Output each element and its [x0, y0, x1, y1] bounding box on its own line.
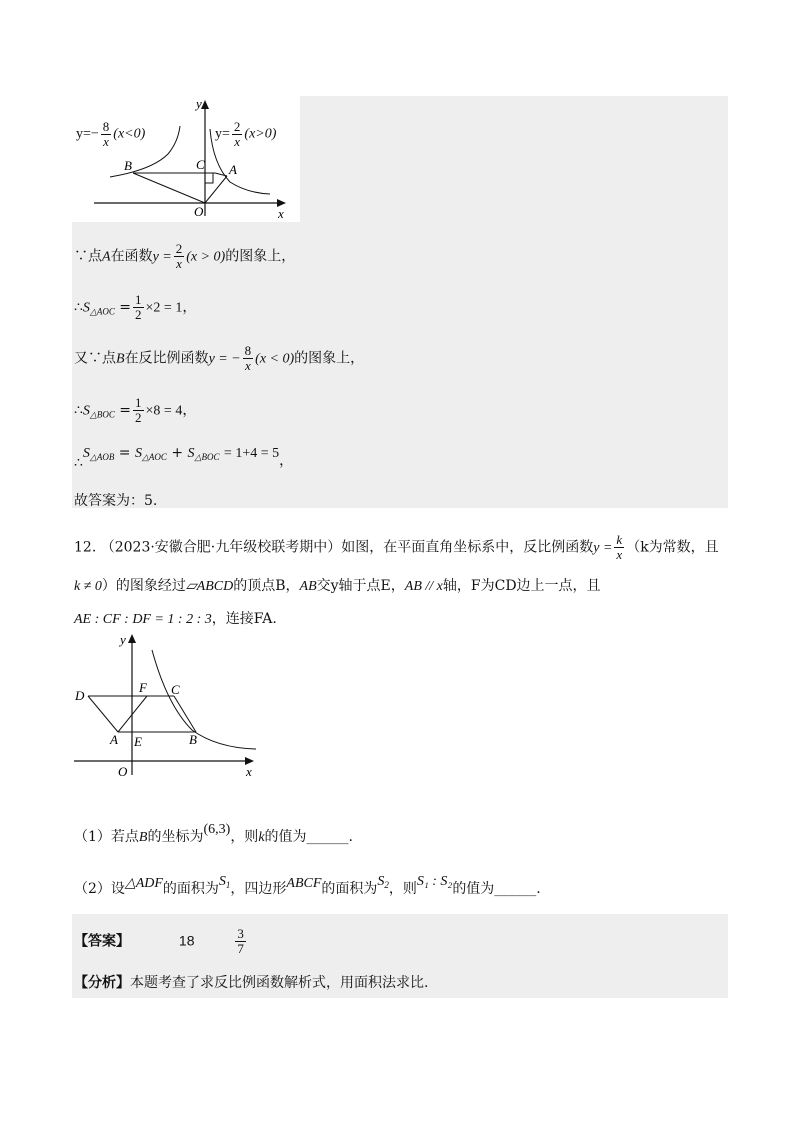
graph1-left-equation: y=− $\frac{8}{x}$ (x<0) — [76, 119, 146, 149]
label-A: A — [110, 732, 118, 747]
label-B: B — [189, 732, 197, 747]
y-axis-arrow — [128, 634, 136, 643]
analysis-line: 【分析】本题考查了求反比例函数解析式，用面积法求比. — [74, 975, 429, 991]
problem-12-line-1: 12. （2023·安徽合肥·九年级校联考期中）如图，在平面直角坐标系中，反比例函数y = $\frac{k}{x}$ （k为常数，且 — [74, 532, 719, 562]
label-B: B — [124, 158, 132, 173]
graph-2 — [72, 630, 262, 780]
x-label: x — [246, 764, 252, 779]
label-C: C — [171, 682, 180, 697]
label-A: A — [229, 162, 237, 177]
question-2: （2）设△ADF的面积为$S^1$，四边形ABCF的面积为$S^2$，则S₁ : S₂的值为______. — [74, 874, 541, 897]
problem-12-line-2: k ≠ 0）的图象经过▱ABCD的顶点B，AB交y轴于点E，AB // x轴，F为CD边上一点，且 — [74, 578, 601, 594]
solution-answer: 故答案为：5. — [74, 493, 158, 509]
solution-line-4: $\therefore S_{\triangle BOC}$ = $\frac{1}{2}$ ×8 = 4， — [74, 395, 197, 425]
x-label: x — [278, 206, 284, 221]
graph-1 — [72, 96, 300, 222]
hyperbola — [152, 650, 256, 749]
segment-CB — [174, 696, 196, 732]
question-1: （1）若点B的坐标为(6,3)，则k的值为______. — [74, 822, 353, 845]
solution-line-5: $\therefore S_{\triangle AOB} = S_{\triangle AOC} + S_{\triangle BOC} = 1+4 = 5$， — [74, 445, 294, 471]
graph1-right-equation: y= $\frac{2}{x}$ (x>0) — [215, 119, 277, 149]
label-E: E — [134, 734, 142, 749]
label-F: F — [139, 680, 147, 695]
y-label: y — [120, 632, 126, 647]
solution-line-2: $\therefore S_{\triangle AOC}$ = $\frac{1}{2}$ ×2 = 1， — [74, 292, 197, 322]
label-O: O — [118, 764, 128, 779]
problem-12-line-3: AE : CF : DF = 1 : 2 : 3，连接FA. — [74, 611, 277, 627]
label-O: O — [194, 204, 204, 219]
answer-line: 【答案】 18 $\frac{3}{7}$ — [74, 926, 244, 956]
label-C: C — [196, 157, 205, 172]
solution-line-1: ∵点A在函数y = $\frac{2}{x}$ (x > 0)的图象上， — [74, 241, 296, 271]
y-label: y — [196, 96, 202, 111]
segment-DA — [88, 696, 118, 732]
solution-line-3: 又∵点B在反比例函数y = − $\frac{8}{x}$ (x < 0)的图象上， — [74, 343, 365, 373]
label-D: D — [75, 688, 85, 703]
